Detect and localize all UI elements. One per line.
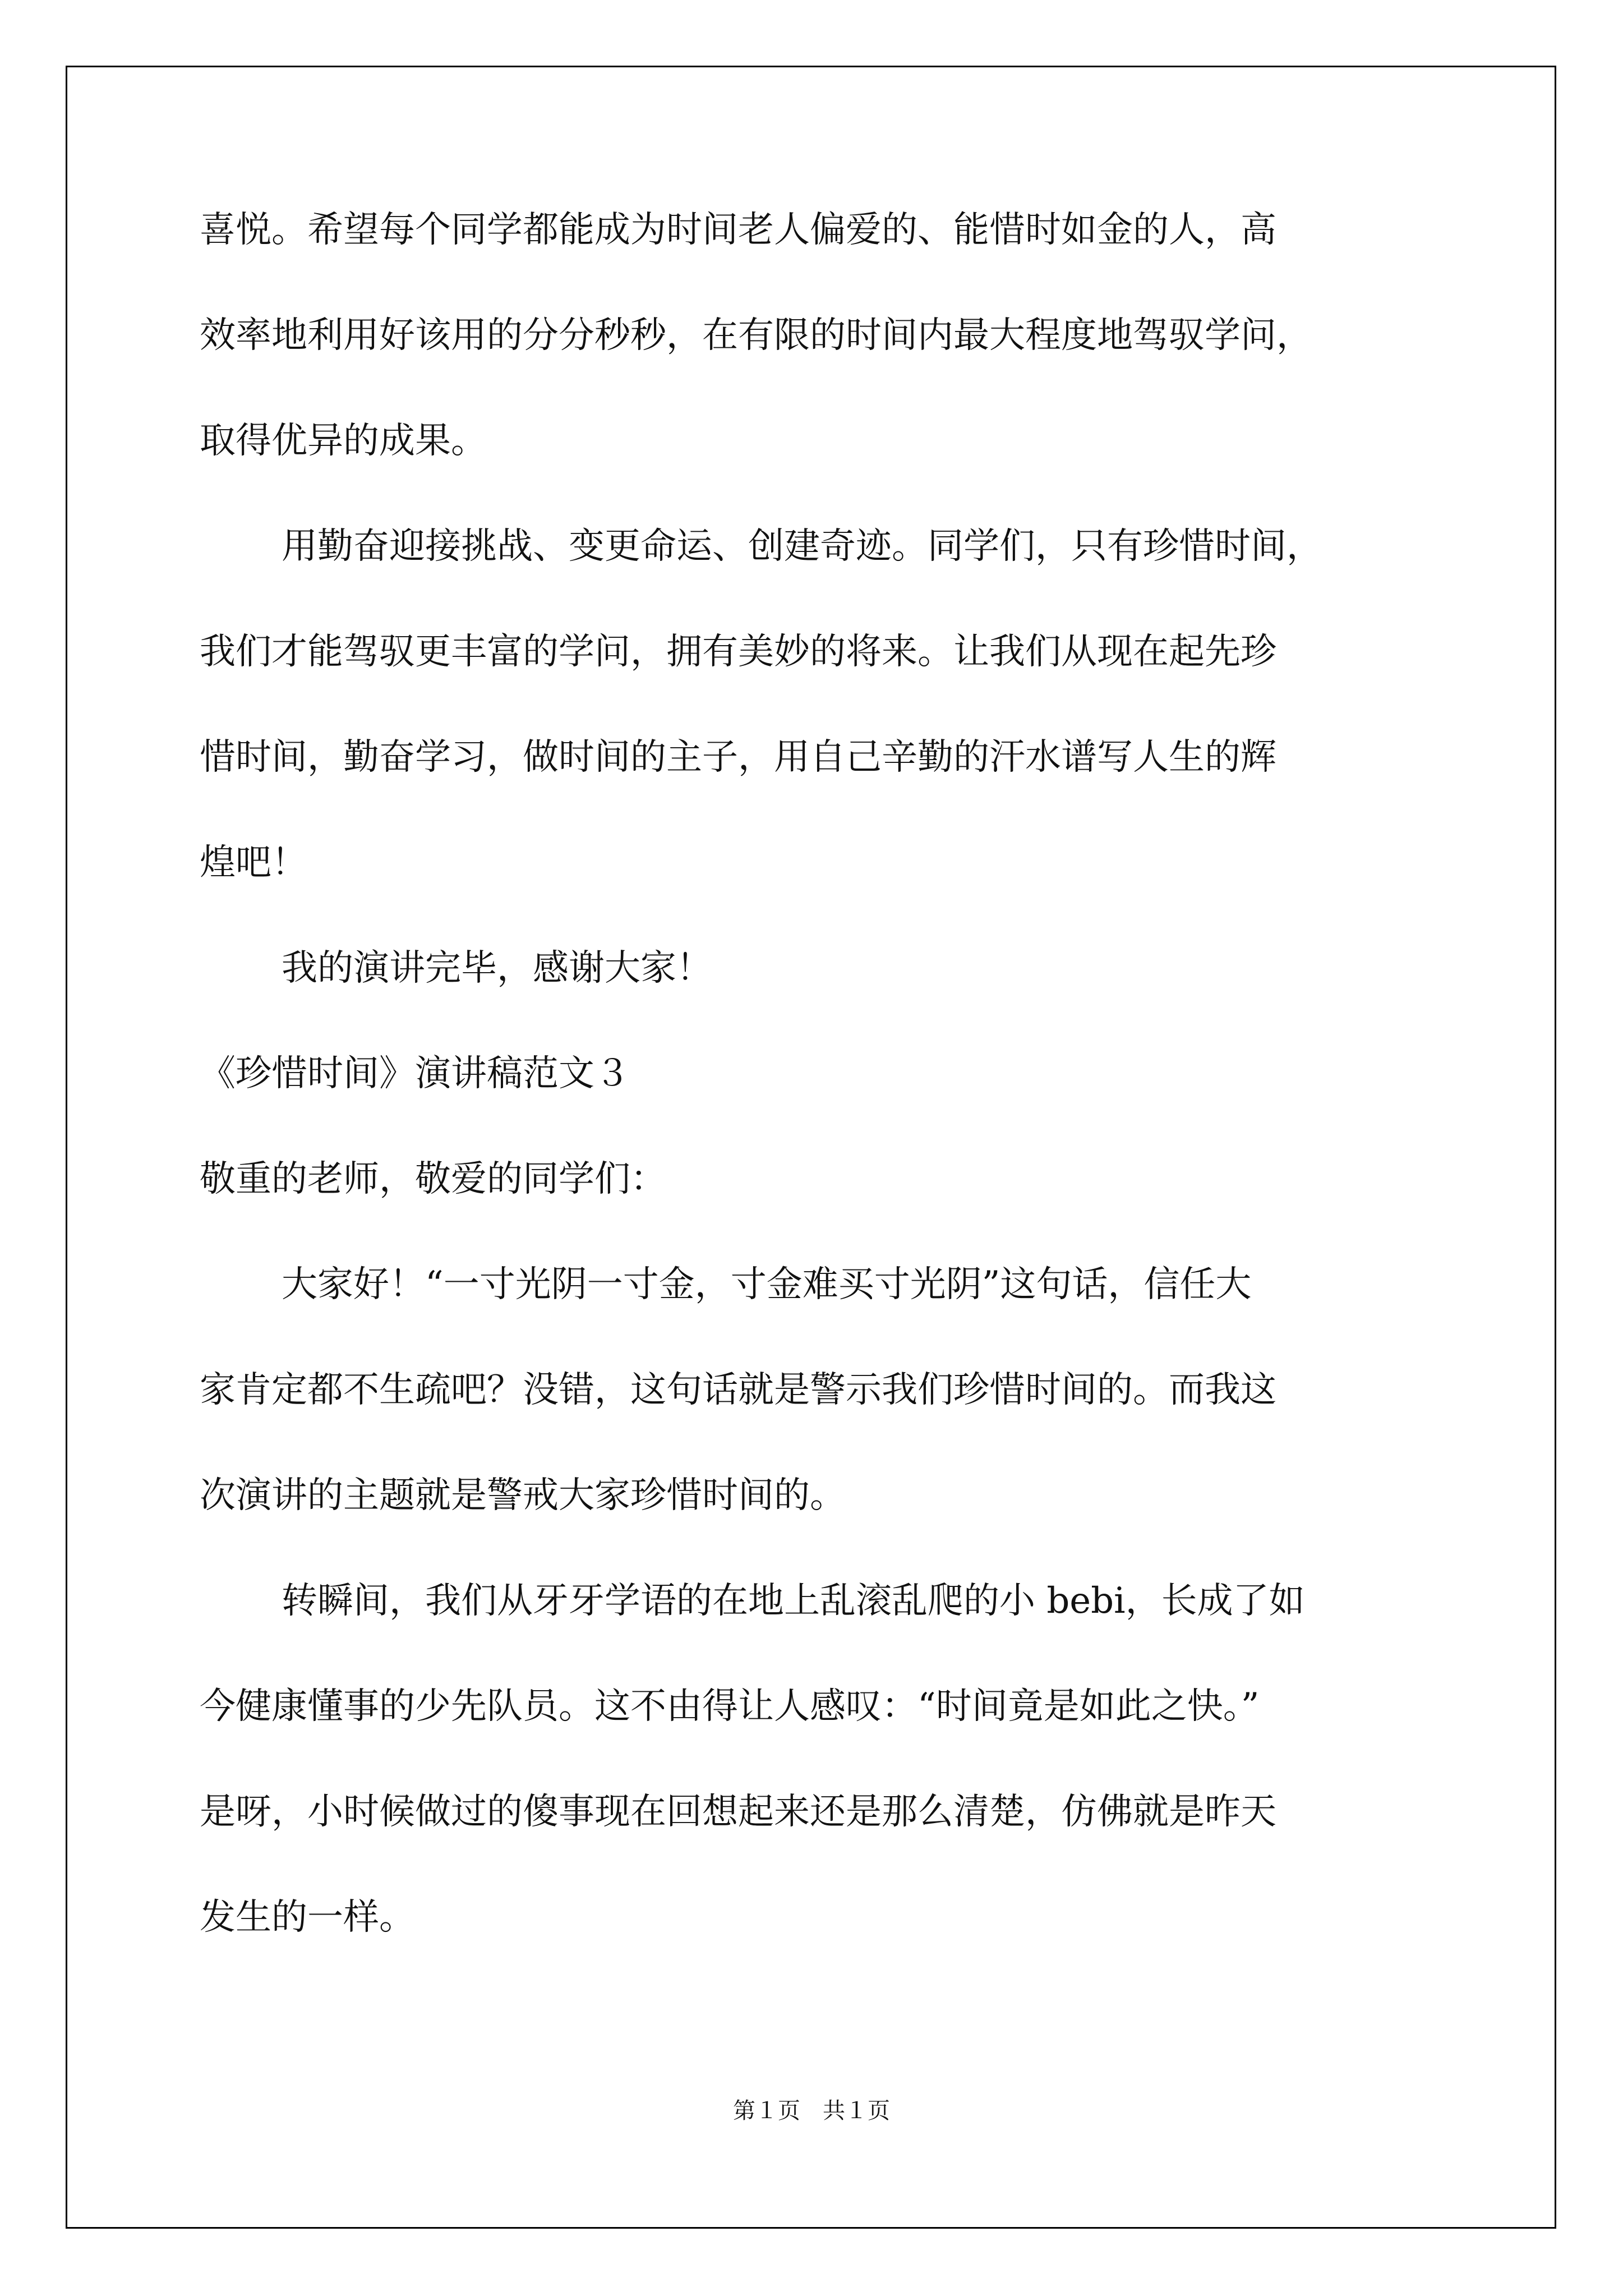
text-line: 我们才能驾驭更丰富的学问，拥有美妙的将来。让我们从现在起先珍	[200, 631, 1276, 673]
text-line: 次演讲的主题就是警戒大家珍惜时间的。	[200, 1475, 846, 1516]
paragraph-3	[200, 1262, 1433, 1579]
text-line: 大家好！“一寸光阴一寸金，寸金难买寸光阴”这句话，信任大	[282, 1264, 1252, 1305]
page-footer: 第１页 共１页	[733, 2098, 890, 2124]
section-title: 《珍惜时间》演讲稿范文３	[200, 1053, 630, 1094]
text-line: 是呀，小时候做过的傻事现在回想起来还是那么清楚，仿佛就是昨天	[200, 1791, 1276, 1833]
text-line: 喜悦。希望每个同学都能成为时间老人偏爱的、能惜时如金的人，高	[200, 209, 1276, 251]
paragraph-2	[200, 524, 1433, 946]
text-line: 发生的一样。	[200, 1897, 415, 1938]
text-line: 转瞬间，我们从牙牙学语的在地上乱滚乱爬的小 bebi，长成了如	[282, 1580, 1305, 1622]
text-line: 用勤奋迎接挑战、变更命运、创建奇迹。同学们，只有珍惜时间，	[282, 526, 1322, 567]
text-line: 家肯定都不生疏吧？没错，这句话就是警示我们珍惜时间的。而我这	[200, 1369, 1276, 1411]
text-line: 效率地利用好该用的分分秒秒，在有限的时间内最大程度地驾驭学问，	[200, 315, 1312, 356]
text-line: 取得优异的成果。	[200, 420, 487, 462]
salutation: 敬重的老师，敬爱的同学们：	[200, 1158, 666, 1200]
paragraph-4	[200, 1579, 1433, 2000]
text-line: 惜时间，勤奋学习，做时间的主子，用自己辛勤的汗水谱写人生的辉	[200, 737, 1276, 778]
closing-line: 我的演讲完毕，感谢大家！	[282, 947, 712, 989]
text-line: 煌吧！	[200, 842, 307, 884]
text-line: 今健康懂事的少先队员。这不由得让人感叹：“时间竟是如此之快。”	[200, 1686, 1260, 1727]
paragraph-1	[200, 208, 1433, 524]
